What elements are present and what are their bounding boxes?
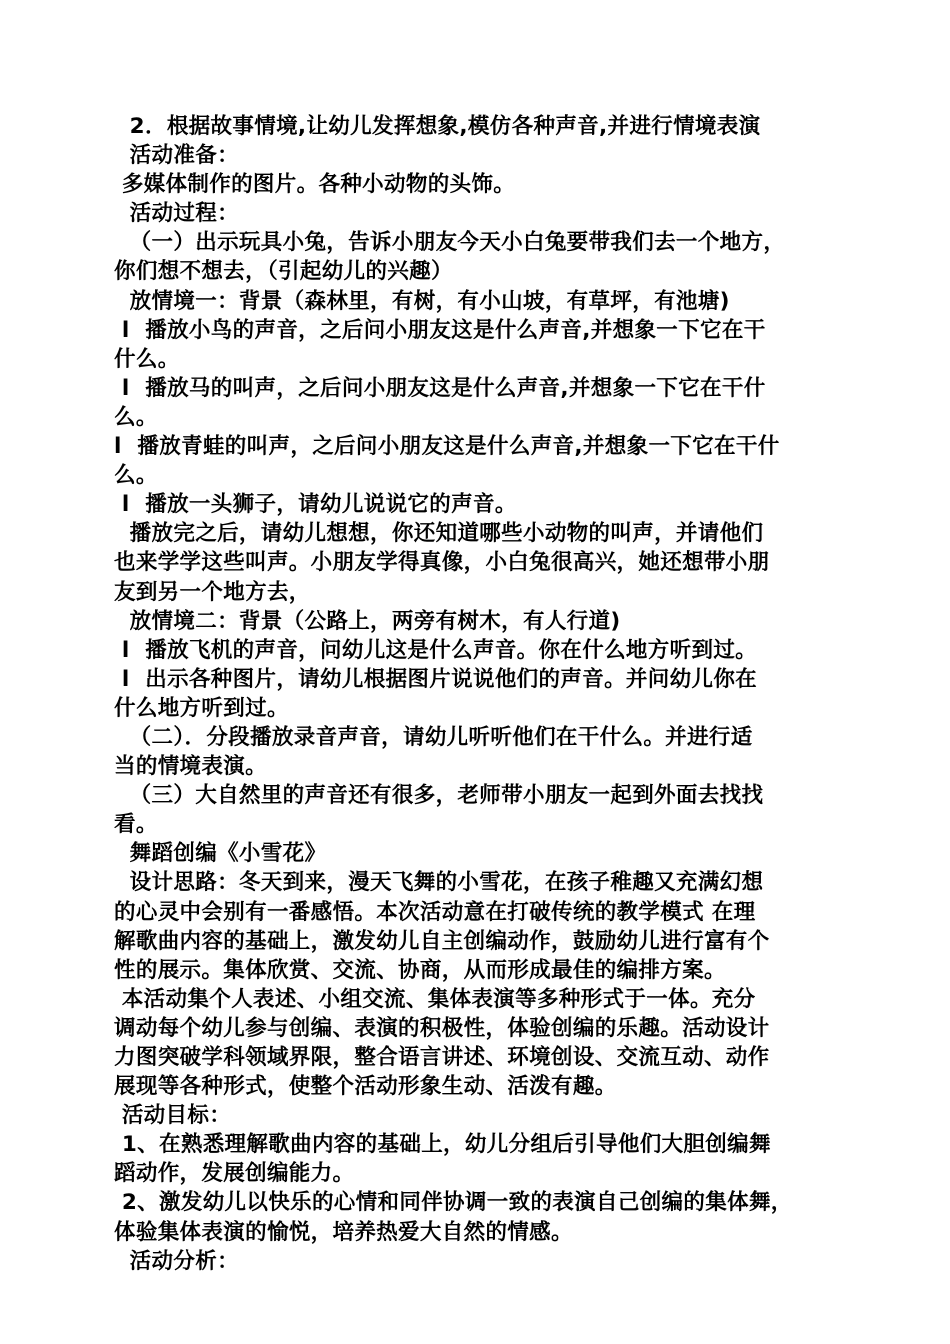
text-line: 活动准备： [114,143,239,169]
text-line: l 播放一头狮子，请幼儿说说它的声音。 [114,492,517,518]
text-line: 什么。 [114,346,180,372]
text-line: 么。 [114,404,158,430]
text-line: l 出示各种图片，请幼儿根据图片说说他们的声音。并问幼儿你在 [114,666,758,692]
text-line: 活动过程： [114,201,239,227]
text-line: 也来学学这些叫声。小朋友学得真像，小白兔很高兴，她还想带小朋 [114,550,770,576]
text-line: 放情境二：背景（公路上，两旁有树木，有人行道) [114,608,621,634]
text-line: 多媒体制作的图片。各种小动物的头饰。 [114,172,516,198]
text-line: 当的情境表演。 [114,754,267,780]
text-line: 蹈动作，发展创编能力。 [114,1161,355,1187]
text-line: 1、在熟悉理解歌曲内容的基础上，幼儿分组后引导他们大胆创编舞 [114,1132,771,1158]
text-line: 体验集体表演的愉悦，培养热爱大自然的情感。 [114,1219,573,1245]
text-line: l 播放马的叫声，之后问小朋友这是什么声音,并想象一下它在干什 [114,375,766,401]
text-line: （二）．分段播放录音声音，请幼儿听听他们在干什么。并进行适 [114,724,753,750]
text-line: 解歌曲内容的基础上，激发幼儿自主创编动作，鼓励幼儿进行富有个 [114,928,770,954]
text-line: 性的展示。集体欣赏、交流、协商，从而形成最佳的编排方案。 [114,957,726,983]
section-heading: 舞蹈创编《小雪花》 [114,841,327,867]
text-line: 什么地方听到过。 [114,695,289,721]
text-line: 2、激发幼儿以快乐的心情和同伴协调一致的表演自己创编的集体舞， [114,1190,793,1216]
text-line: 活动分析： [114,1248,239,1274]
text-line: 么。 [114,463,158,489]
text-line: l 播放飞机的声音，问幼儿这是什么声音。你在什么地方听到过。 [114,637,758,663]
text-line: 设计思路：冬天到来，漫天飞舞的小雪花，在孩子稚趣又充满幻想 [114,870,764,896]
text-line: 友到另一个地方去， [114,579,311,605]
text-line: 调动每个幼儿参与创编、表演的积极性，体验创编的乐趣。活动设计 [114,1015,770,1041]
text-line: （一）出示玩具小兔，告诉小朋友今天小白兔要带我们去一个地方， [114,230,786,256]
text-line: 力图突破学科领域界限，整合语言讲述、环境创设、交流互动、动作 [114,1045,770,1070]
text-line: （三）大自然里的声音还有很多，老师带小朋友一起到外面去找找 [114,783,764,809]
text-line: 看。 [114,812,158,838]
text-line: l 播放青蛙的叫声，之后问小朋友这是什么声音,并想象一下它在干什 [114,434,780,460]
text-line: 你们想不想去，（引起幼儿的兴趣） [114,259,453,285]
text-line: 本活动集个人表述、小组交流、集体表演等多种形式于一体。充分 [114,986,756,1012]
text-line: l 播放小鸟的声音，之后问小朋友这是什么声音,并想象一下它在干 [114,317,766,343]
text-line: 放情境一：背景（森林里，有树，有小山坡，有草坪，有池塘) [114,288,730,314]
text-line: 播放完之后，请幼儿想想，你还知道哪些小动物的叫声，并请他们 [114,521,764,547]
text-line: 的心灵中会别有一番感悟。本次活动意在打破传统的教学模式 在理 [114,899,756,925]
text-line: 2．根据故事情境,让幼儿发挥想象,模仿各种声音,并进行情境表演 [114,114,761,139]
document-page [114,112,844,1276]
text-line: 展现等各种形式，使整个活动形象生动、活泼有趣。 [114,1074,617,1100]
text-line: 活动目标： [114,1103,232,1129]
